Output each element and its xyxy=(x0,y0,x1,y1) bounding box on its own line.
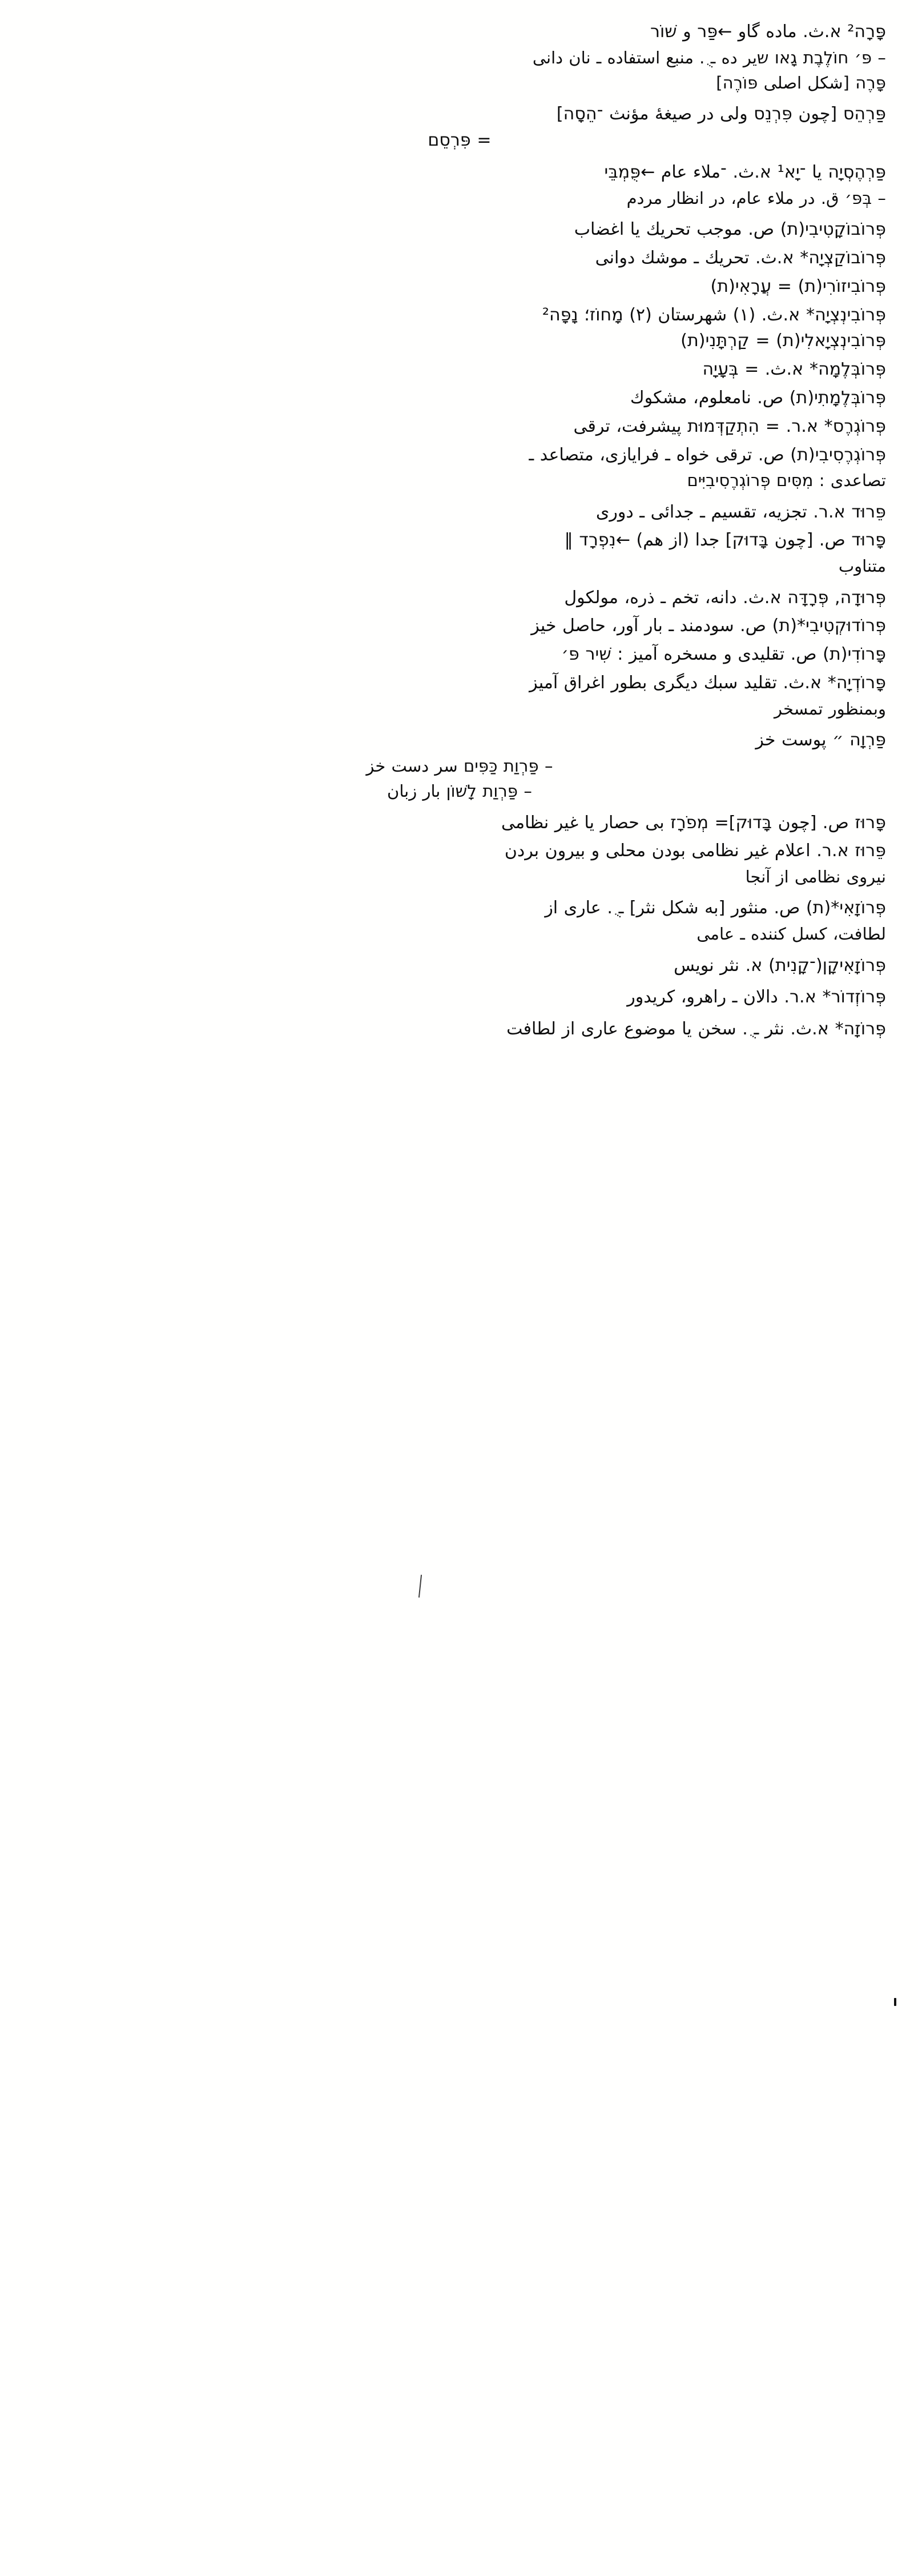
entry-line: פְּרוֹבִיזוֹרִי(ת) = עֲרָאִי(ת) xyxy=(710,276,886,296)
dictionary-entry xyxy=(33,500,886,525)
dictionary-entry xyxy=(33,246,886,271)
dictionary-entry xyxy=(33,528,886,578)
entry-line: פְּרוּדָה, פְּרָדָּה א.ث. دانه، تخم ـ ذره، مولكول xyxy=(564,587,886,608)
entry-line: لطافت، كسل كننده ـ عامى xyxy=(696,924,886,944)
entry-line: פְּרוֹבְּלֶמָה* א.ث. = בְּעָיָה xyxy=(702,359,886,380)
dictionary-entry xyxy=(33,613,886,639)
entry-list xyxy=(0,0,918,1068)
page-edge-tick-icon xyxy=(894,1998,896,2006)
entry-line: פְּרוֹגְרֶסִיבִי(ת) ص. ترقى خواه ـ فرايازى، متصاعد ـ xyxy=(529,444,886,465)
dictionary-entry xyxy=(33,642,886,667)
entry-line: פָּרָה² א.ث. ماده گاو ←פַּר و שׁוֹר xyxy=(650,22,886,42)
entry-line: פָּרוּד ص. [چون בָּדוּק] جدا (از هم) ←נִפְרָד ‖ xyxy=(564,530,886,551)
entry-line: פָּרוּז ص. [چون בָּדוּק]= מְפֹרָז بى حصار يا غير نظامى xyxy=(501,812,886,833)
entry-line: تصاعدى : מִסִּים פְּרוֹגְרֶסִיבִיִּים xyxy=(687,471,886,491)
dictionary-entry xyxy=(33,953,886,978)
entry-line: متناوب xyxy=(838,556,886,576)
entry-line: פְּרוֹזְדוֹר* א.ר. دالان ـ راهرو، كريدور xyxy=(627,987,886,1008)
entry-line: פְּרוֹבִינְצְיָה* א.ث. (١) شهرستان (٢) מָחוֹז؛ נָפָּה² xyxy=(542,304,886,325)
entry-line: פָּרֶה [شكل اصلى פּוֹרֶה] xyxy=(716,73,886,93)
dictionary-entry xyxy=(33,19,886,95)
entry-line: פָּרוֹדִי(ת) ص. تقليدى و مسخره آميز : שִׁיר פּ׳ xyxy=(561,644,886,665)
entry-line: – פַּרְוַת כַּפִּים سر دست خز xyxy=(366,756,553,776)
entry-line: פְּרוֹזָה* א.ث. نثر ـ ֻ. سخن يا موضوع عارى از لطافت xyxy=(506,1019,886,1040)
dictionary-entry xyxy=(33,810,886,836)
entry-line: = פִּרְסֵם xyxy=(428,130,492,151)
entry-line: פְּרוֹבוֹקַצְיָה* א.ث. تحريك ـ موشك دوانى xyxy=(595,247,886,268)
dictionary-entry xyxy=(33,274,886,299)
dictionary-entry xyxy=(33,1017,886,1042)
dictionary-entry xyxy=(33,985,886,1010)
entry-line: פְּרוֹבִינְצְיָאלִי(ת) = קַרְתָּנִי(ת) xyxy=(681,331,886,351)
dictionary-entry xyxy=(33,443,886,493)
dictionary-entry xyxy=(33,414,886,439)
entry-line: פַּרְהֶסְיָה يا ־יָא¹ א.ث. ־ملاء عام ←פֻּמְבֵּי xyxy=(604,162,886,183)
entry-line: وبمنظور تمسخر xyxy=(774,699,886,719)
entry-line: פַּרְוָה ״ پوست خز xyxy=(755,730,886,751)
dictionary-entry xyxy=(33,896,886,946)
entry-line: פֵּרוּד א.ר. تجزيه، تقسيم ـ جدائى ـ دورى xyxy=(595,501,886,522)
entry-line: – פּ׳ חוֹלֶבֶת גָאו שير ده ـ ֻ. منبع استفاده ـ نان دانى xyxy=(532,47,886,67)
dictionary-entry xyxy=(33,671,886,721)
entry-line: – בְּפּ׳ ق. در ملاء عام، در انظار مردم xyxy=(626,188,886,208)
dictionary-entry xyxy=(33,303,886,354)
dictionary-entry xyxy=(33,838,886,889)
entry-line: פָּרוֹדְיָה* א.ث. تقليد سبك ديگرى بطور اغراق آميز xyxy=(529,672,886,693)
entry-line: – פַּרְוַת לָשׁוֹן بار زبان xyxy=(387,781,532,801)
pen-stroke-icon xyxy=(418,1575,422,1598)
entry-line: פְּרוֹזָאִיקָן(־קָנִית) א. نثر نويس xyxy=(674,955,886,976)
entry-line: نيروى نظامى از آنجا xyxy=(745,867,886,887)
entry-line: פַּרְהֵס [چون פִּרְנֵס ولى در صيغهٔ مؤنث ־הֵסָה] xyxy=(556,104,886,125)
dictionary-entry xyxy=(33,160,886,210)
dictionary-entry xyxy=(33,728,886,803)
entry-line: פְּרוֹבוֹקָטִיבִי(ת) ص. موجب تحريك يا اغضاب xyxy=(574,219,886,240)
dictionary-entry xyxy=(33,386,886,411)
entry-line: פֵּרוּז א.ר. اعلام غير نظامى بودن محلى و بيرون بردن xyxy=(504,841,886,861)
entry-line: פְּרוֹדוּקְטִיבִי*(ת) ص. سودمند ـ بار آور، حاصل خيز xyxy=(531,616,886,636)
dictionary-entry xyxy=(33,357,886,382)
dictionary-entry xyxy=(33,217,886,242)
dictionary-entry xyxy=(33,102,886,153)
dictionary-entry xyxy=(33,585,886,611)
entry-line: פְּרוֹבְּלֶמָתִי(ת) ص. نامعلوم، مشكوك xyxy=(630,387,886,408)
entry-line: פְּרוֹזָאִי*(ת) ص. منثور [به شكل نثر] ـ ֻ. عارى از xyxy=(545,898,886,918)
entry-line: פְּרוֹגְרֶס* א.ר. = הִתְקַדְּמוּת پيشرفت، ترقى xyxy=(573,416,886,436)
